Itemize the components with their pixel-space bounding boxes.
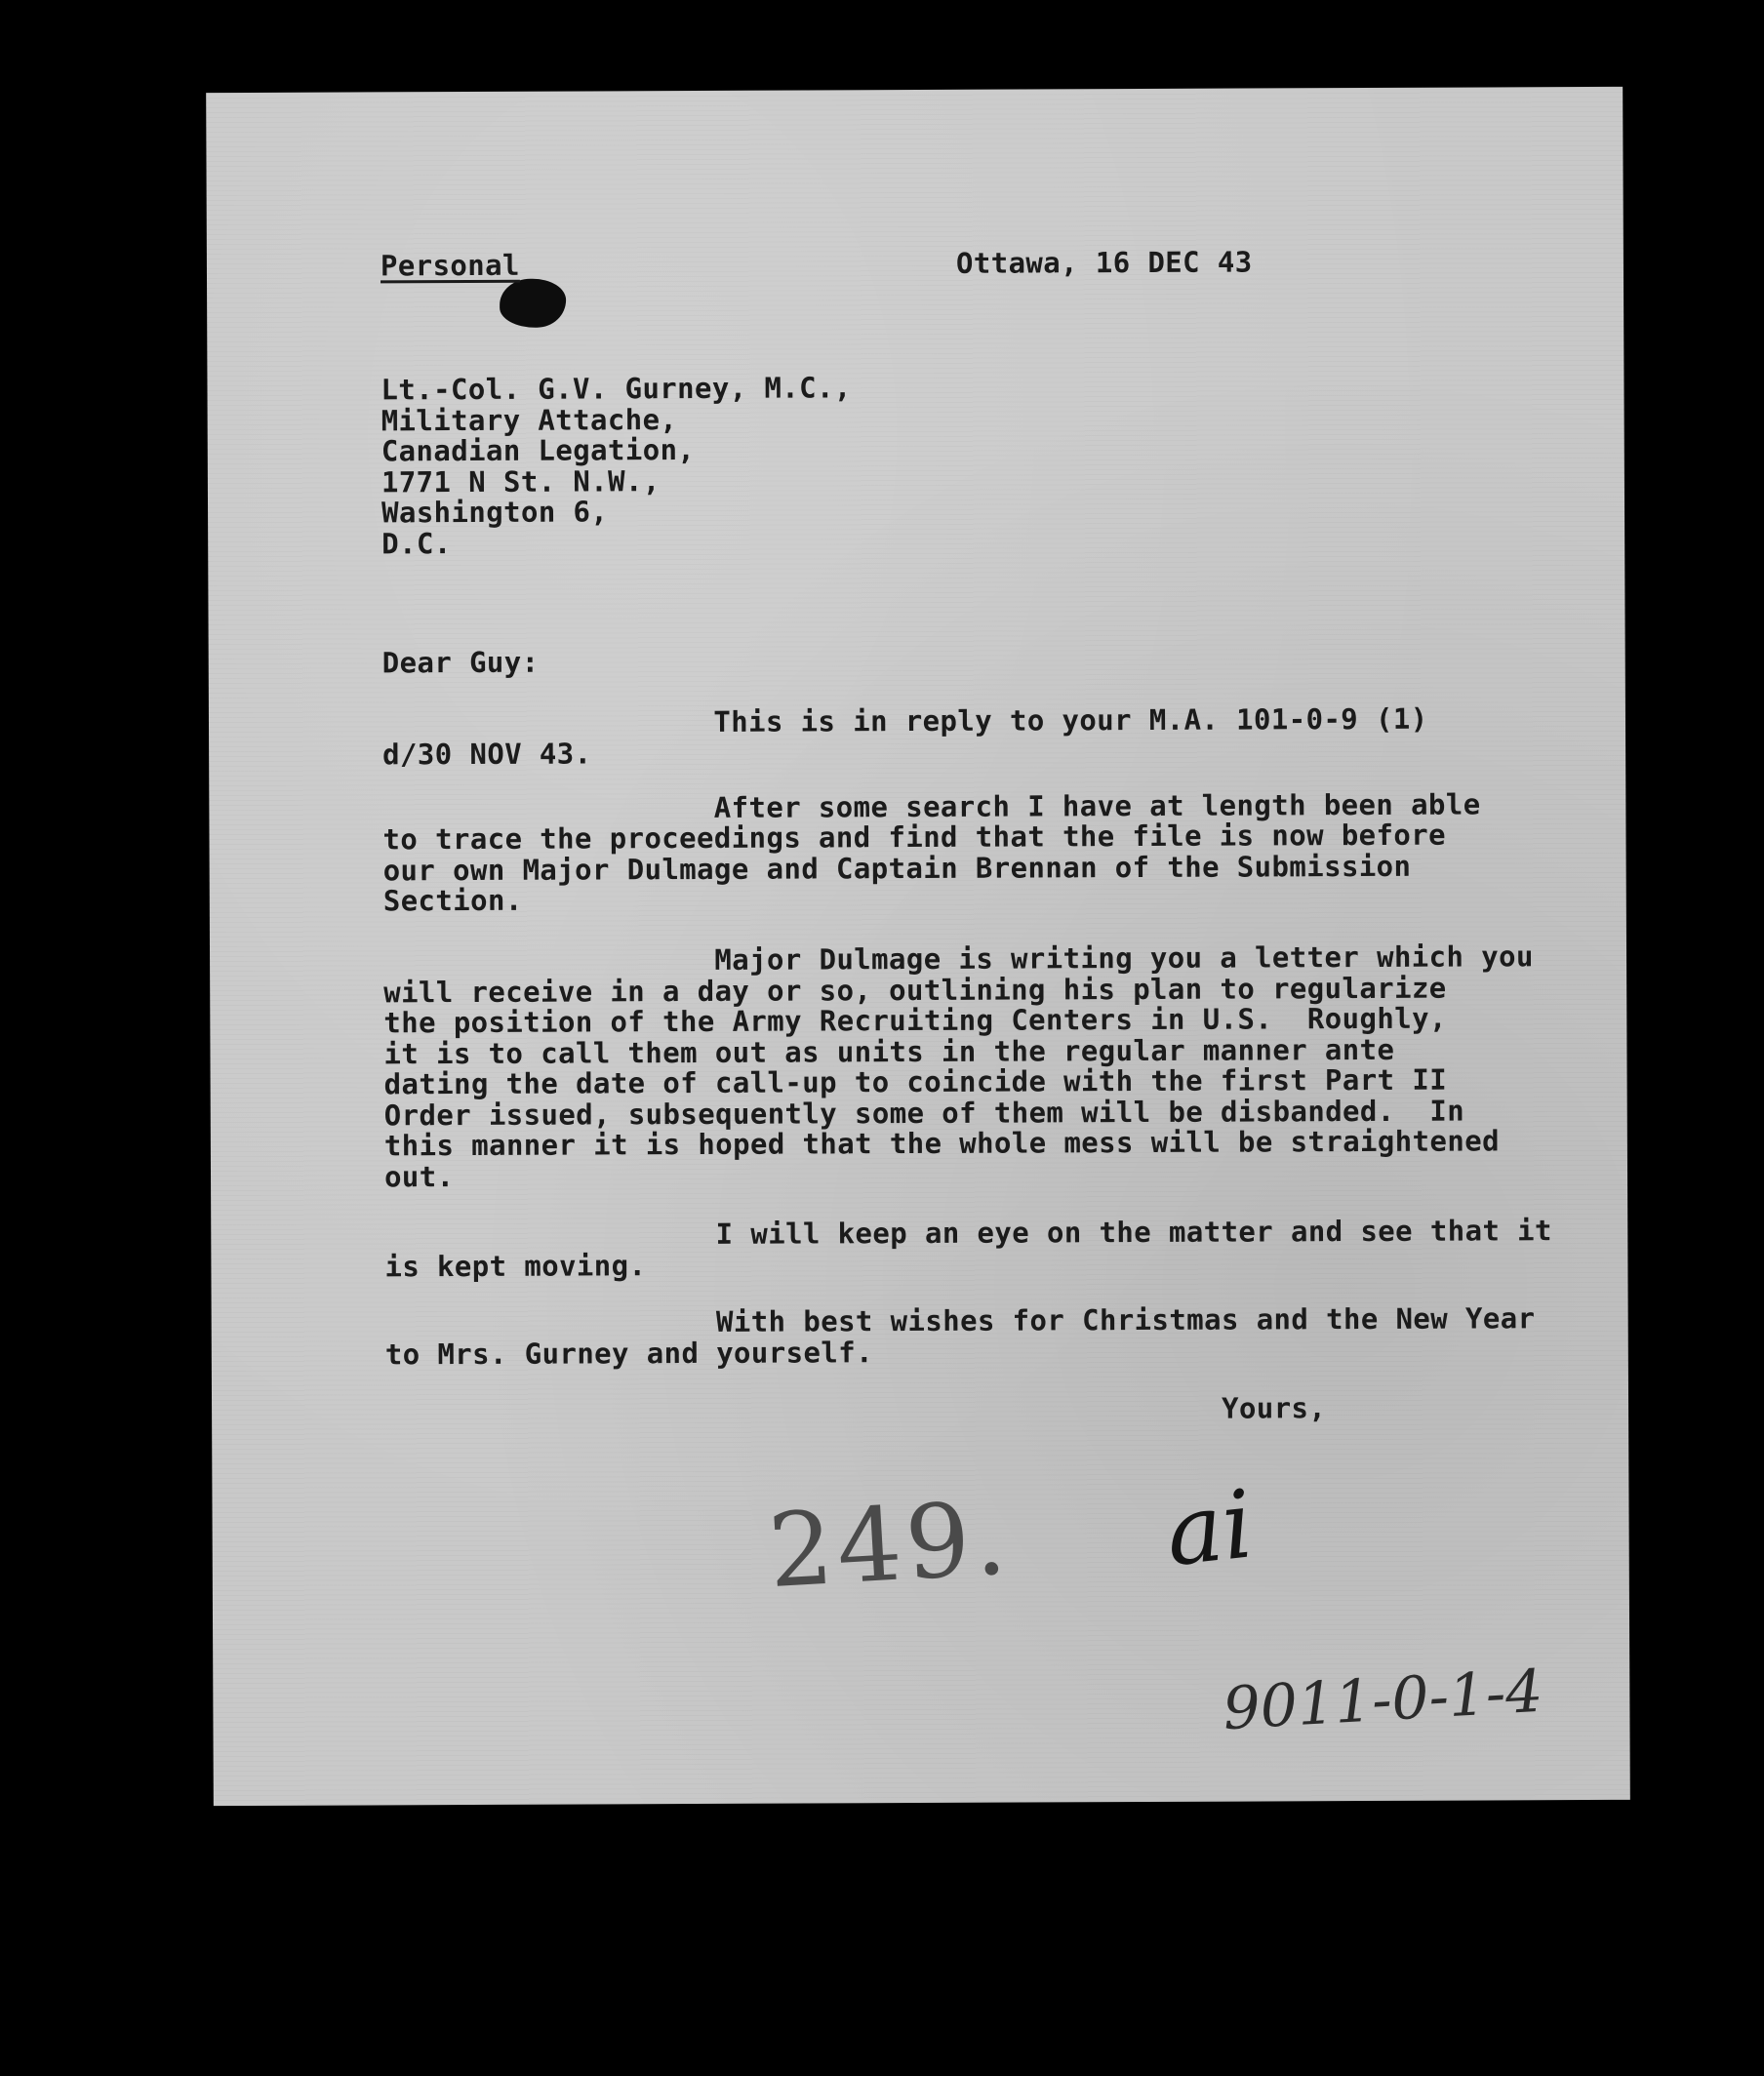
- address-line: Lt.-Col. G.V. Gurney, M.C.,: [381, 371, 852, 407]
- place-date: Ottawa, 16 DEC 43: [955, 245, 1253, 280]
- body-line: will receive in a day or so, outlining his plan to regularize: [383, 971, 1447, 1010]
- ink-blot: [500, 279, 566, 328]
- body-line: this manner it is hoped that the whole mess will be straightened: [383, 1124, 1500, 1163]
- body-line: is kept moving.: [384, 1249, 647, 1284]
- address-line: D.C.: [381, 527, 452, 561]
- signature: ai: [1160, 1469, 1259, 1588]
- letter-page: [206, 87, 1630, 1806]
- body-line: d/30 NOV 43.: [382, 737, 592, 772]
- personal-marking: Personal: [380, 248, 520, 283]
- body-line: This is in reply to your M.A. 101-0-9 (1): [381, 701, 1428, 740]
- address-line: Washington 6,: [381, 495, 609, 530]
- body-line: Order issued, subsequently some of them will be disbanded. In: [383, 1094, 1465, 1133]
- address-line: Military Attache,: [381, 403, 678, 438]
- body-line: dating the date of call-up to coincide with the first Part II: [383, 1062, 1448, 1101]
- body-line: Major Dulmage is writing you a letter which you: [382, 939, 1534, 978]
- handwritten-number: 249.: [765, 1478, 1014, 1612]
- body-line: With best wishes for Christmas and the New Year: [384, 1301, 1536, 1340]
- body-line: out.: [383, 1160, 455, 1194]
- body-line: After some search I have at length been able: [382, 787, 1481, 826]
- address-line: 1771 N St. N.W.,: [381, 464, 661, 499]
- salutation: Dear Guy:: [381, 645, 540, 680]
- body-line: Section.: [382, 883, 523, 918]
- body-line: to Mrs. Gurney and yourself.: [384, 1336, 873, 1372]
- body-line: it is to call them out as units in the regular manner ante: [383, 1032, 1395, 1071]
- body-line: the position of the Army Recruiting Centers in U.S. Roughly,: [383, 1001, 1447, 1040]
- body-line: our own Major Dulmage and Captain Brennan of the Submission: [382, 849, 1412, 888]
- body-line: I will keep an eye on the matter and see that it: [384, 1214, 1552, 1253]
- closing: Yours,: [1221, 1391, 1327, 1425]
- body-line: to trace the proceedings and find that the file is now before: [382, 818, 1447, 857]
- file-number: 9011-0-1-4: [1221, 1657, 1545, 1744]
- address-line: Canadian Legation,: [381, 432, 696, 468]
